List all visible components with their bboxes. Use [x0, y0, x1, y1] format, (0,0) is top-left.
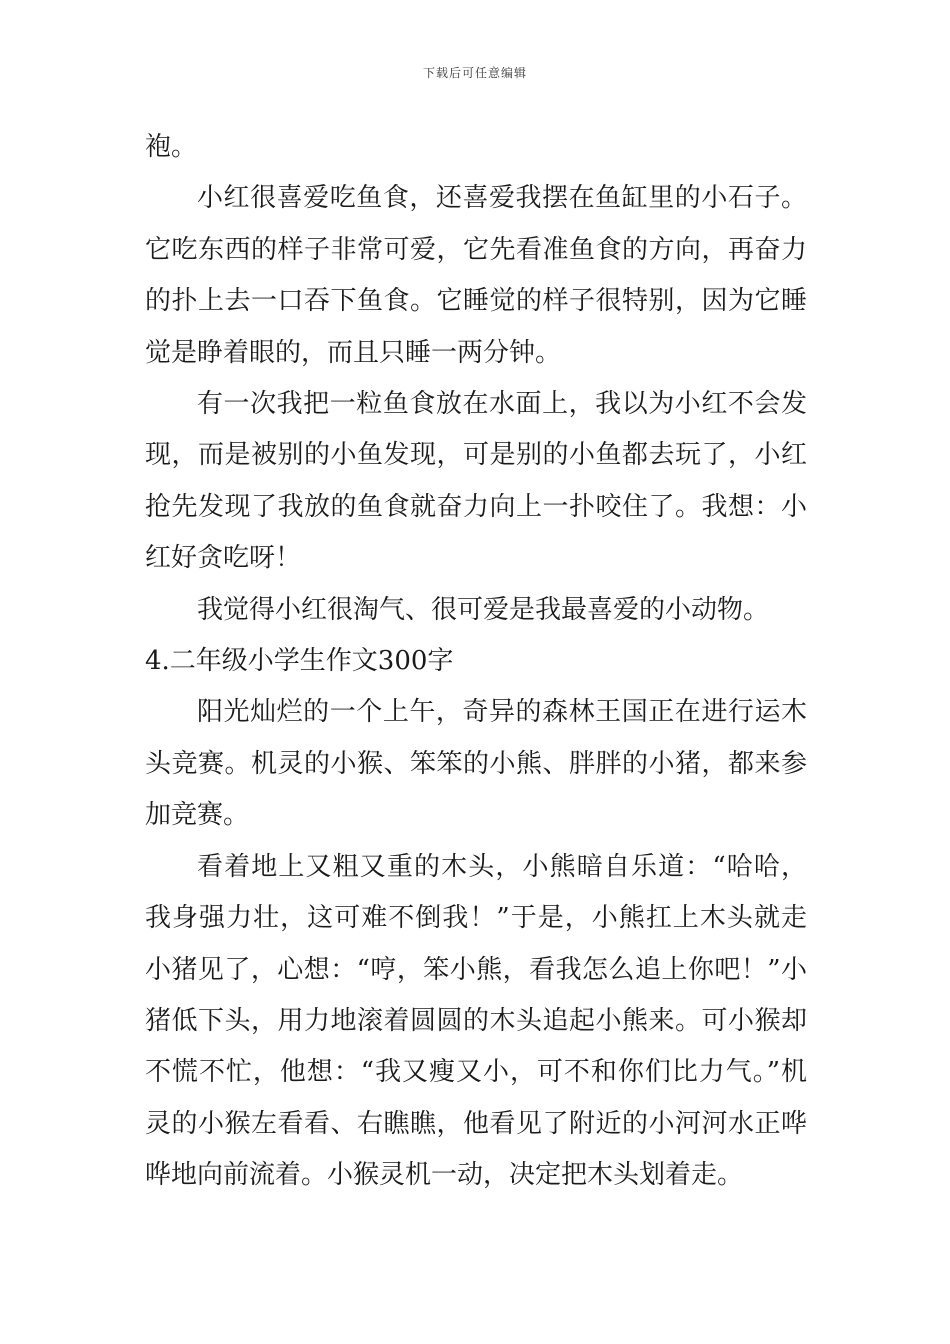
page-header-note: 下载后可任意编辑 — [422, 66, 527, 80]
paragraph-continuation: 袍。 — [145, 132, 198, 162]
paragraph-conclusion: 我觉得小红很淘气、很可爱是我最喜爱的小动物。 — [197, 594, 770, 625]
paragraph-competition-intro: 阳光灿烂的一个上午，奇异的森林王国正在进行运木头竞赛。机灵的小猴、笨笨的小熊、胖胖的小猪，都来参加竞赛。 — [145, 697, 807, 831]
paragraph-fish-food: 小红很喜爱吃鱼食，还喜爱我摆在鱼缸里的小石子。它吃东西的样子非常可爱，它先看准鱼食的方向，再奋力的扑上去一口吞下鱼食。它睡觉的样子很特别，因为它睡觉是睁着眼的，而且只睡一两分钟。 — [145, 183, 807, 368]
paragraph-competition-story: 看着地上又粗又重的木头，小熊暗自乐道：“哈哈，我身强力壮，这可难不倒我！”于是，小熊扛上木头就走小猪见了，心想：“哼，笨小熊，看我怎么追上你吧！”小猪低下头，用力地滚着圆圆的木头追起小熊来。可小猴却不慌不忙，他想：“我又瘦又小，可不和你们比力气。”机灵的小猴左看看、右瞧瞧，他看见了附近的小河河水正哗哗地向前流着。小猴灵机一动，决定把木头划着走。 — [145, 851, 807, 1191]
section-heading: 4.二年级小学生作文300字 — [145, 646, 454, 677]
document-body — [145, 122, 807, 1202]
paragraph-feeding-story: 有一次我把一粒鱼食放在水面上，我以为小红不会发现，而是被别的小鱼发现，可是别的小鱼都去玩了，小红抢先发现了我放的鱼食就奋力向上一扑咬住了。我想：小红好贪吃呀！ — [145, 389, 807, 574]
